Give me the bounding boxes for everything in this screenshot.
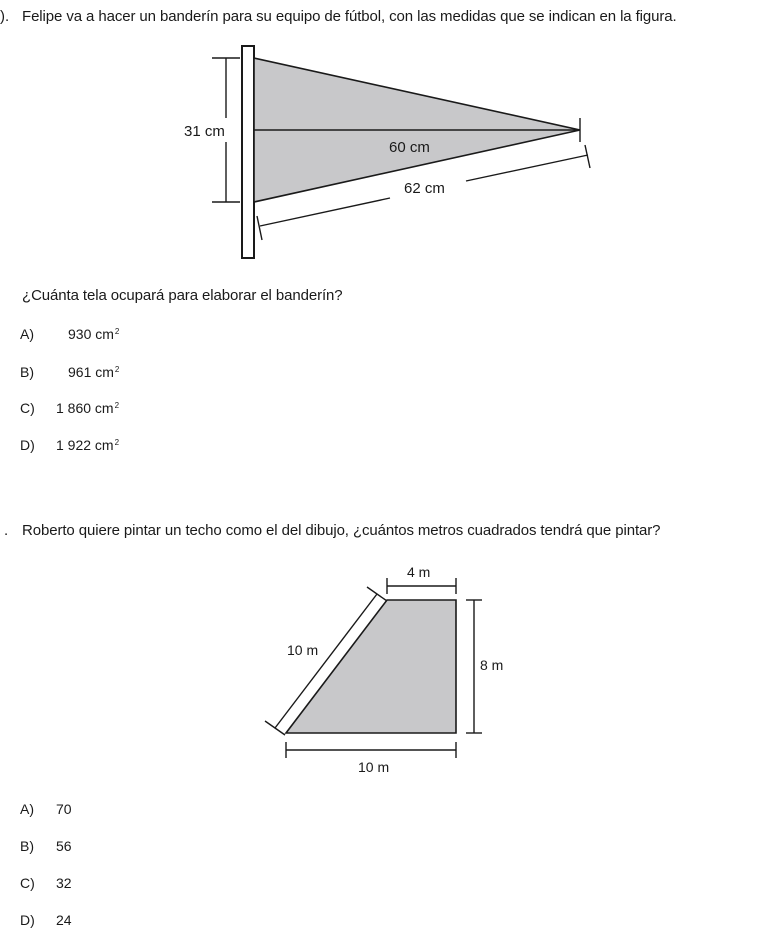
question-2-text: Roberto quiere pintar un techo como el del dibujo, ¿cuántos metros cuadrados tendrá que pintar? xyxy=(22,522,661,539)
q1-option-b[interactable] xyxy=(20,361,119,381)
question-1-number: ). xyxy=(0,8,10,25)
option-letter: C) xyxy=(20,875,35,891)
option-value: 1 860 cm xyxy=(56,400,114,416)
length-label: 60 cm xyxy=(389,139,430,156)
q1-option-d[interactable] xyxy=(20,434,119,454)
option-value: 24 xyxy=(56,912,72,928)
option-value: 961 cm xyxy=(68,364,114,380)
option-value: 56 xyxy=(56,838,72,854)
slant-label: 62 cm xyxy=(404,180,445,197)
option-value: 70 xyxy=(56,801,72,817)
roof-figure xyxy=(265,564,503,775)
slant-dim-cap-top xyxy=(367,587,387,601)
question-1-text: Felipe va a hacer un banderín para su equipo de fútbol, con las medidas que se indican en la figura. xyxy=(22,8,677,25)
option-exponent: 2 xyxy=(114,365,120,374)
flag-pole xyxy=(242,46,254,258)
option-letter: A) xyxy=(20,801,34,817)
q2-option-a[interactable] xyxy=(20,800,72,818)
option-exponent: 2 xyxy=(114,327,120,336)
top-label: 4 m xyxy=(407,564,431,580)
q2-option-d[interactable] xyxy=(20,911,72,929)
q2-option-c[interactable] xyxy=(20,874,72,892)
slant-dim-cap-bottom xyxy=(265,721,285,735)
option-value: 32 xyxy=(56,875,72,891)
question-1-prompt: ¿Cuánta tela ocupará para elaborar el banderín? xyxy=(22,287,343,304)
option-letter: B) xyxy=(20,838,34,854)
option-letter: D) xyxy=(20,437,35,453)
pennant-figure xyxy=(184,46,590,258)
option-exponent: 2 xyxy=(114,401,120,410)
option-letter: B) xyxy=(20,364,34,380)
option-exponent: 2 xyxy=(114,438,120,447)
option-letter: A) xyxy=(20,326,34,342)
option-value: 930 cm xyxy=(68,326,114,342)
option-letter: D) xyxy=(20,912,35,928)
roof-trapezoid xyxy=(286,600,456,733)
slant-dim-cap-left xyxy=(257,216,262,240)
option-letter: C) xyxy=(20,400,35,416)
slant-dim-right xyxy=(466,155,588,181)
q1-option-c[interactable] xyxy=(20,397,119,417)
q1-option-a[interactable] xyxy=(20,323,119,343)
bottom-label: 10 m xyxy=(358,759,390,775)
slant-dim-cap-right xyxy=(585,145,590,168)
question-2-number: . xyxy=(4,522,9,539)
height-label: 31 cm xyxy=(184,123,225,140)
height-label-roof: 8 m xyxy=(480,657,504,673)
slant-label-roof: 10 m xyxy=(287,642,319,658)
q2-option-b[interactable] xyxy=(20,837,72,855)
option-value: 1 922 cm xyxy=(56,437,114,453)
slant-dim-left xyxy=(260,198,390,226)
